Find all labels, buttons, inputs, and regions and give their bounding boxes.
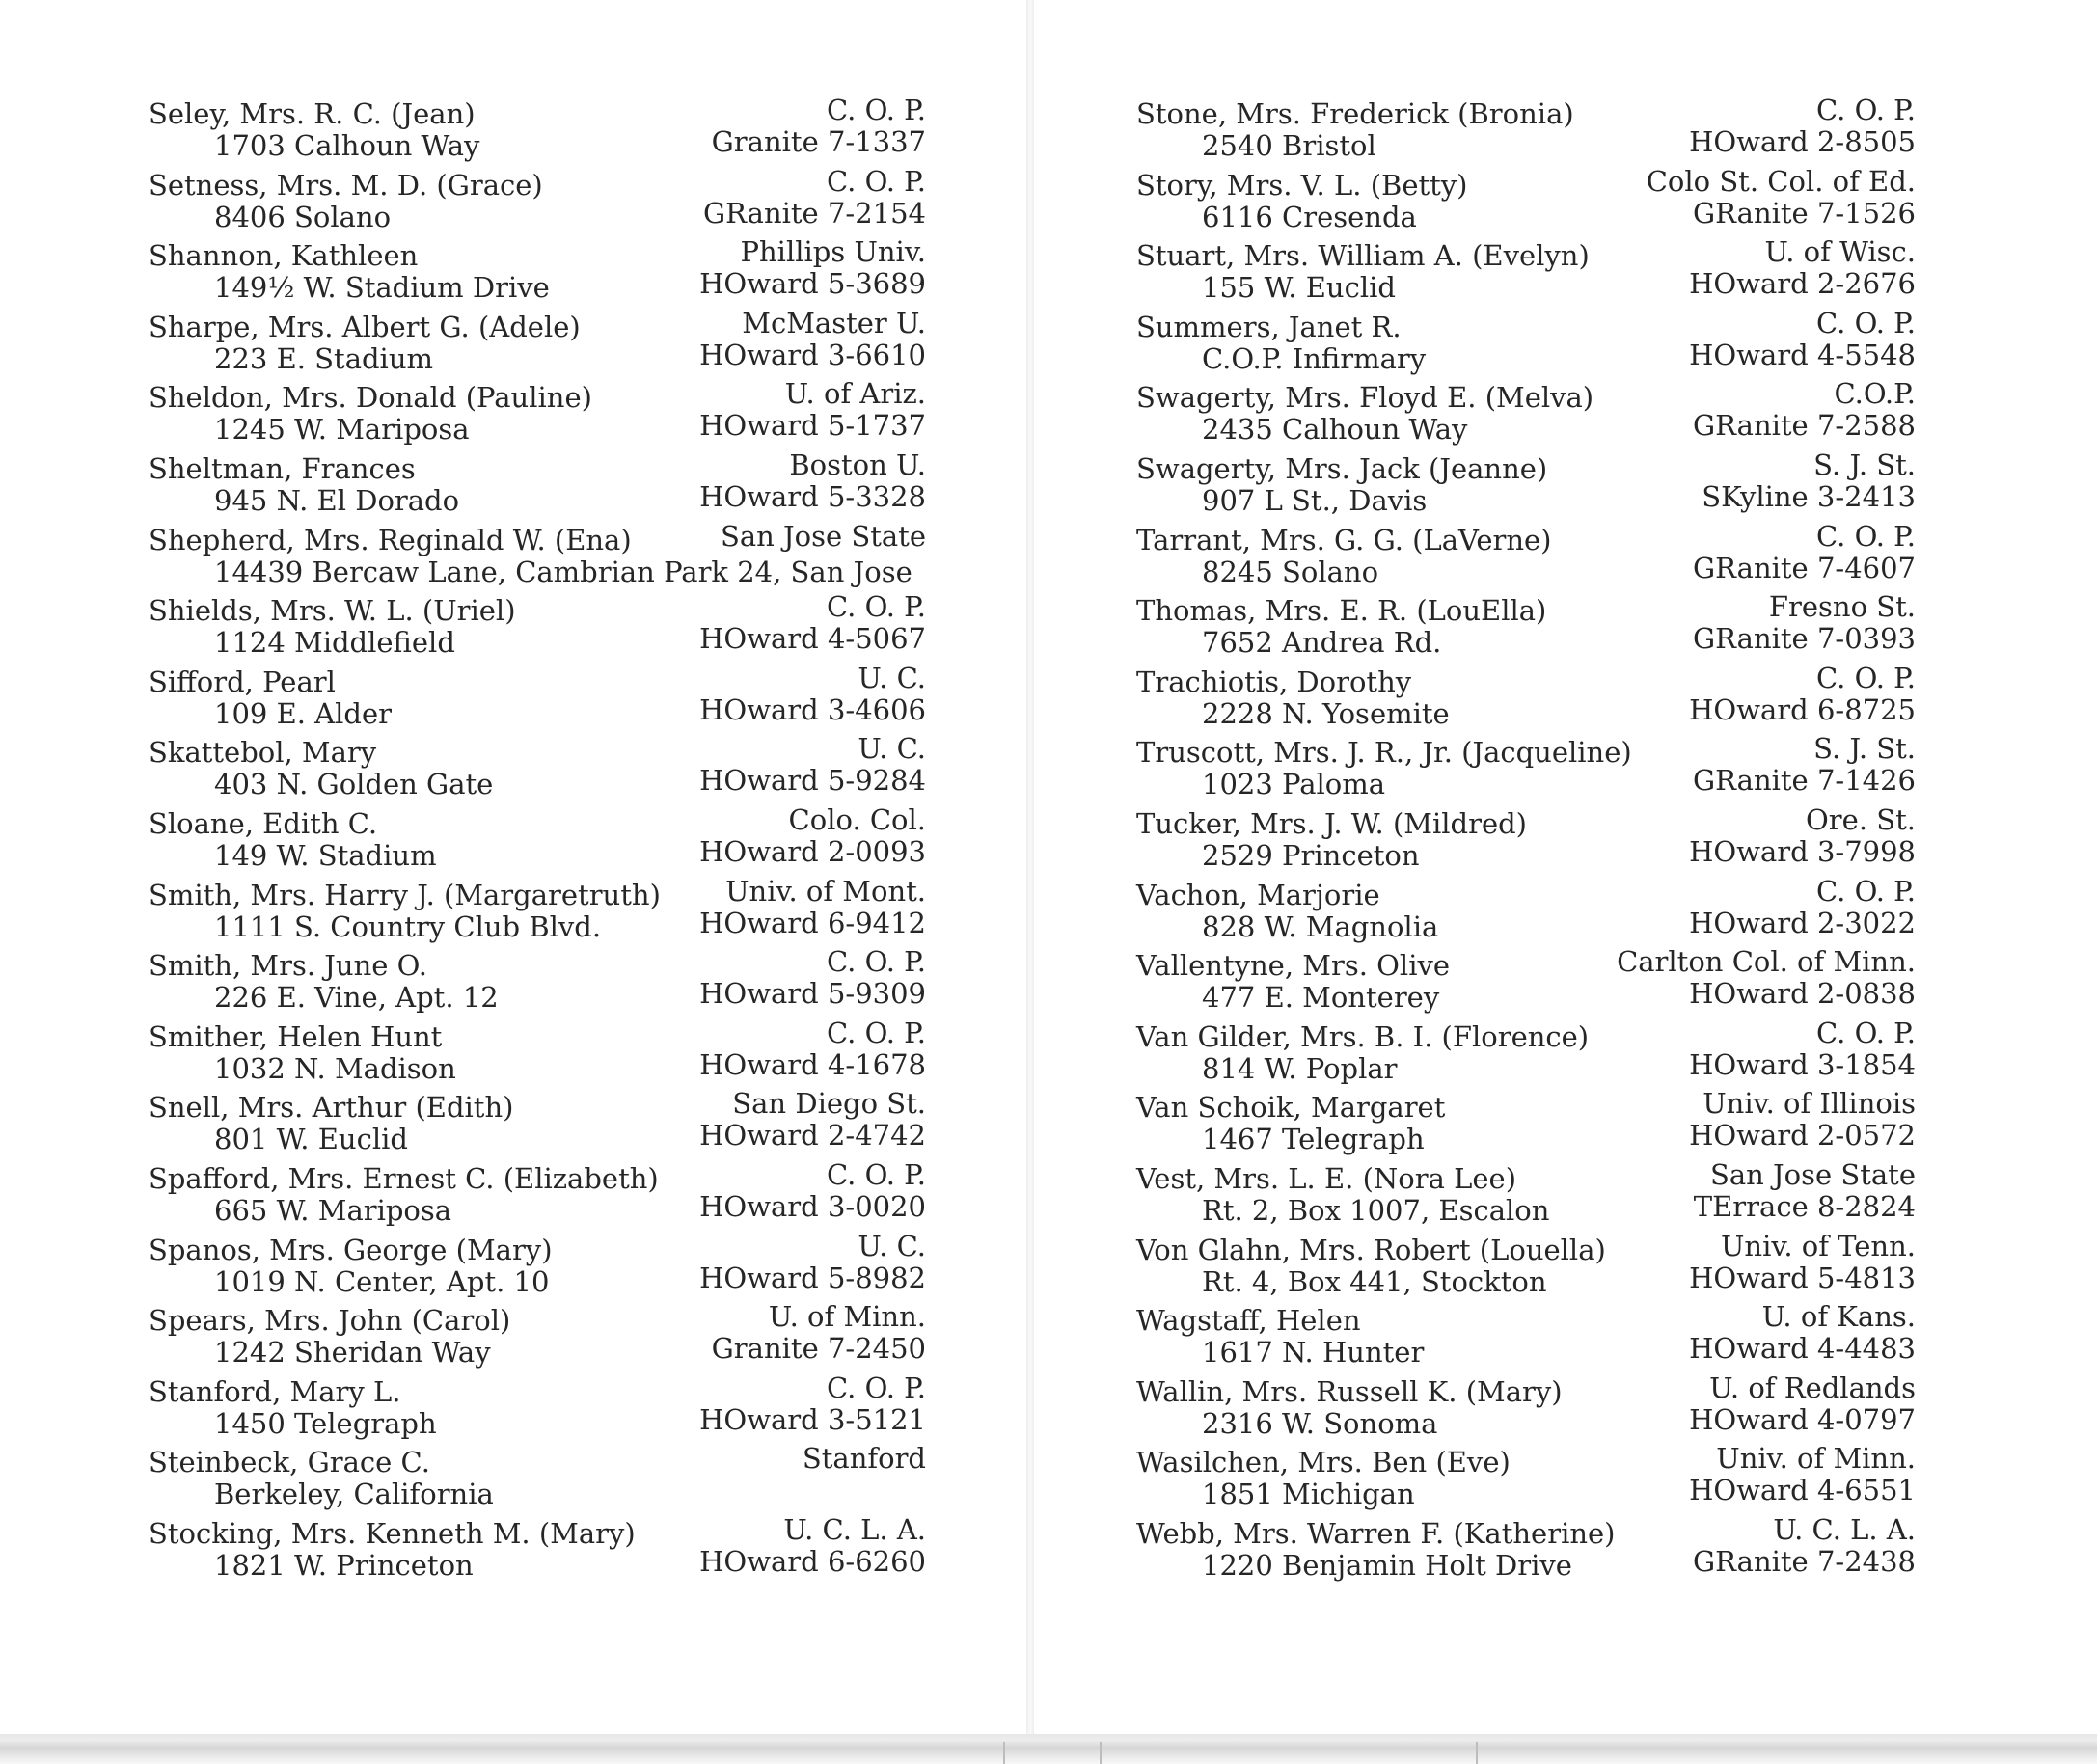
entry-name: Wagstaff, Helen: [1136, 1304, 1361, 1338]
entry-school: C. O. P.: [1816, 661, 1916, 694]
left-directory-column: [149, 95, 926, 1585]
entry-phone: HOward 3-1854: [1689, 1047, 1916, 1081]
entry-name: Vallentyne, Mrs. Olive: [1136, 949, 1451, 983]
directory-entry: [149, 95, 926, 166]
entry-address: 907 L St., Davis: [1202, 483, 1428, 517]
entry-name: Story, Mrs. V. L. (Betty): [1136, 168, 1468, 202]
entry-school: C. O. P.: [1816, 94, 1916, 126]
entry-name: Seley, Mrs. R. C. (Jean): [149, 97, 476, 130]
entry-school: U. C.: [858, 1229, 926, 1262]
entry-address: Rt. 4, Box 441, Stockton: [1202, 1264, 1547, 1298]
directory-entry: [1136, 1231, 1916, 1302]
entry-school: C. O. P.: [1816, 874, 1916, 908]
entry-name: Trachiotis, Dorothy: [1136, 665, 1412, 698]
entry-name: Tucker, Mrs. J. W. (Mildred): [1136, 806, 1527, 840]
entry-address: 665 W. Mariposa: [214, 1193, 452, 1227]
entry-address: 1019 N. Center, Apt. 10: [214, 1264, 550, 1298]
directory-entry: [149, 1018, 926, 1089]
entry-phone: HOward 3-6610: [699, 338, 926, 371]
entry-phone: HOward 2-4742: [699, 1119, 926, 1153]
directory-entry: [1136, 946, 1916, 1018]
entry-name: Sheltman, Frances: [149, 451, 416, 485]
entry-name: Thomas, Mrs. E. R. (LouElla): [1136, 594, 1547, 628]
directory-entry: [149, 663, 926, 734]
entry-school: U. C. L. A.: [783, 1512, 926, 1546]
entry-address: 1617 N. Hunter: [1202, 1336, 1425, 1370]
entry-address: 1220 Benjamin Holt Drive: [1202, 1548, 1572, 1582]
entry-phone: HOward 3-7998: [1689, 834, 1916, 868]
directory-entry: [149, 521, 926, 592]
entry-address: 155 W. Euclid: [1202, 271, 1396, 305]
edge-mark: [1100, 1742, 1102, 1764]
directory-entry: [149, 1301, 926, 1372]
entry-address: 223 E. Stadium: [214, 341, 434, 375]
directory-entry: [149, 733, 926, 804]
entry-address: 477 E. Monterey: [1202, 981, 1440, 1015]
entry-name: Smither, Helen Hunt: [149, 1019, 443, 1053]
entry-name: Smith, Mrs. June O.: [149, 949, 427, 983]
entry-address: 8245 Solano: [1202, 555, 1379, 588]
entry-phone: HOward 2-3022: [1689, 906, 1916, 939]
directory-entry: [1136, 449, 1916, 521]
entry-address: 1023 Paloma: [1202, 768, 1386, 801]
directory-entry: [149, 1231, 926, 1302]
entry-address: Berkeley, California: [214, 1478, 494, 1511]
directory-entry: [149, 1159, 926, 1231]
entry-phone: HOward 5-9309: [699, 977, 926, 1011]
entry-school: Carlton Col. of Minn.: [1617, 945, 1916, 979]
entry-phone: SKyline 3-2413: [1702, 479, 1916, 513]
edge-mark: [1476, 1742, 1478, 1764]
entry-name: Vest, Mrs. L. E. (Nora Lee): [1136, 1161, 1517, 1195]
directory-entry: [1136, 1514, 1916, 1586]
directory-entry: [1136, 733, 1916, 804]
entry-school: C. O. P.: [827, 945, 926, 979]
entry-school: U. of Kans.: [1761, 1300, 1916, 1334]
entry-phone: HOward 2-8505: [1689, 125, 1916, 158]
entry-school: Colo. Col.: [788, 802, 926, 836]
entry-address: 1032 N. Madison: [214, 1051, 456, 1085]
entry-school: Colo St. Col. of Ed.: [1646, 164, 1916, 198]
directory-entry: [149, 166, 926, 237]
entry-address: 814 W. Poplar: [1202, 1051, 1398, 1085]
entry-address: 2228 N. Yosemite: [1202, 696, 1450, 730]
entry-school: Univ. of Illinois: [1702, 1087, 1916, 1121]
entry-name: Truscott, Mrs. J. R., Jr. (Jacqueline): [1136, 736, 1632, 770]
entry-name: Steinbeck, Grace C.: [149, 1446, 430, 1479]
entry-phone: GRanite 7-2154: [703, 196, 926, 230]
entry-address: 6116 Cresenda: [1202, 200, 1417, 233]
entry-school: San Jose State: [720, 519, 926, 553]
entry-address: 801 W. Euclid: [214, 1123, 408, 1156]
entry-address: 828 W. Magnolia: [1202, 909, 1439, 943]
entry-phone: HOward 3-4606: [699, 692, 926, 726]
entry-address: 2435 Calhoun Way: [1202, 413, 1468, 447]
directory-entry: [1136, 1159, 1916, 1231]
entry-phone: HOward 5-3328: [699, 479, 926, 513]
right-directory-column: [1136, 95, 1916, 1585]
directory-entry: [1136, 804, 1916, 876]
entry-name: Stuart, Mrs. William A. (Evelyn): [1136, 239, 1590, 273]
entry-address: 1124 Middlefield: [214, 626, 455, 660]
entry-name: Wasilchen, Mrs. Ben (Eve): [1136, 1446, 1511, 1479]
entry-name: Stanford, Mary L.: [149, 1374, 401, 1408]
entry-name: Van Gilder, Mrs. B. I. (Florence): [1136, 1019, 1590, 1053]
entry-name: Sloane, Edith C.: [149, 806, 378, 840]
entry-phone: HOward 2-0572: [1689, 1119, 1916, 1153]
entry-school: U. of Minn.: [768, 1300, 926, 1334]
entry-name: Sharpe, Mrs. Albert G. (Adele): [149, 310, 581, 343]
entry-school: Phillips Univ.: [740, 235, 926, 269]
entry-name: Setness, Mrs. M. D. (Grace): [149, 168, 543, 202]
entry-phone: HOward 5-1737: [699, 409, 926, 443]
entry-address: 2540 Bristol: [1202, 129, 1376, 162]
entry-phone: GRanite 7-4607: [1693, 551, 1916, 584]
directory-entry: [149, 1443, 926, 1514]
entry-name: Stocking, Mrs. Kenneth M. (Mary): [149, 1516, 636, 1550]
entry-address: 226 E. Vine, Apt. 12: [214, 981, 499, 1015]
entry-school: S. J. St.: [1813, 448, 1916, 481]
entry-phone: GRanite 7-0393: [1693, 622, 1916, 656]
entry-school: McMaster U.: [742, 306, 926, 339]
entry-phone: GRanite 7-2588: [1693, 409, 1916, 443]
entry-name: Sifford, Pearl: [149, 665, 336, 698]
entry-address: 945 N. El Dorado: [214, 483, 460, 517]
entry-phone: HOward 3-5121: [699, 1402, 926, 1436]
edge-mark: [1003, 1742, 1005, 1764]
directory-entry: [149, 1088, 926, 1159]
entry-name: Tarrant, Mrs. G. G. (LaVerne): [1136, 523, 1552, 556]
directory-entry: [149, 308, 926, 379]
directory-entry: [1136, 876, 1916, 947]
entry-name: Shields, Mrs. W. L. (Uriel): [149, 594, 516, 628]
entry-address: C.O.P. Infirmary: [1202, 341, 1427, 375]
entry-name: Snell, Mrs. Arthur (Edith): [149, 1091, 514, 1125]
entry-name: Shannon, Kathleen: [149, 239, 419, 273]
entry-school: U. C.: [858, 661, 926, 694]
entry-phone: GRanite 7-2438: [1693, 1544, 1916, 1578]
entry-school: Fresno St.: [1768, 590, 1916, 624]
entry-address: 149½ W. Stadium Drive: [214, 271, 550, 305]
entry-phone: HOward 4-6551: [1689, 1474, 1916, 1507]
entry-school: U. of Wisc.: [1764, 235, 1916, 269]
entry-name: Skattebol, Mary: [149, 736, 377, 770]
entry-school: C. O. P.: [827, 164, 926, 198]
entry-name: Spafford, Mrs. Ernest C. (Elizabeth): [149, 1161, 659, 1195]
entry-address: 1111 S. Country Club Blvd.: [214, 909, 602, 943]
entry-name: Stone, Mrs. Frederick (Bronia): [1136, 97, 1574, 130]
entry-school: C. O. P.: [827, 590, 926, 624]
entry-school: C.O.P.: [1834, 377, 1916, 411]
entry-address: 1450 Telegraph: [214, 1406, 437, 1440]
entry-name: Van Schoik, Margaret: [1136, 1091, 1446, 1125]
entry-school: Univ. of Tenn.: [1720, 1229, 1916, 1262]
entry-address: 1821 W. Princeton: [214, 1548, 474, 1582]
entry-phone: Granite 7-1337: [711, 125, 926, 158]
entry-school: Univ. of Minn.: [1716, 1442, 1916, 1476]
entry-name: Von Glahn, Mrs. Robert (Louella): [1136, 1233, 1606, 1266]
entry-school: U. C.: [858, 732, 926, 766]
entry-name: Sheldon, Mrs. Donald (Pauline): [149, 381, 592, 415]
entry-school: Ore. St.: [1806, 802, 1916, 836]
entry-phone: HOward 4-5067: [699, 622, 926, 656]
entry-phone: Granite 7-2450: [711, 1332, 926, 1366]
entry-phone: HOward 5-8982: [699, 1261, 926, 1294]
directory-entry: [149, 804, 926, 876]
entry-phone: HOward 3-0020: [699, 1189, 926, 1223]
entry-phone: HOward 6-8725: [1689, 692, 1916, 726]
entry-phone: HOward 4-1678: [699, 1047, 926, 1081]
entry-phone: HOward 6-6260: [699, 1544, 926, 1578]
entry-school: San Diego St.: [732, 1087, 926, 1121]
directory-entry: [1136, 1372, 1916, 1444]
entry-school: C. O. P.: [827, 1016, 926, 1049]
entry-address: 403 N. Golden Gate: [214, 768, 494, 801]
directory-entry: [1136, 378, 1916, 449]
entry-address: 8406 Solano: [214, 200, 392, 233]
entry-address: 1242 Sheridan Way: [214, 1336, 491, 1370]
directory-entry: [1136, 521, 1916, 592]
entry-name: Spears, Mrs. John (Carol): [149, 1304, 511, 1338]
directory-entry: [1136, 308, 1916, 379]
entry-name: Summers, Janet R.: [1136, 310, 1402, 343]
entry-address: 2316 W. Sonoma: [1202, 1406, 1438, 1440]
entry-school: C. O. P.: [827, 94, 926, 126]
entry-name: Vachon, Marjorie: [1136, 878, 1380, 911]
entry-address: 2529 Princeton: [1202, 838, 1420, 872]
entry-name: Smith, Mrs. Harry J. (Margaretruth): [149, 878, 661, 911]
page-gutter: [1026, 0, 1034, 1736]
entry-phone: HOward 4-5548: [1689, 338, 1916, 371]
entry-address: 1703 Calhoun Way: [214, 129, 480, 162]
entry-phone: HOward 5-3689: [699, 267, 926, 301]
directory-entry: [1136, 236, 1916, 308]
entry-phone: HOward 2-0838: [1689, 977, 1916, 1011]
entry-address: 7652 Andrea Rd.: [1202, 626, 1442, 660]
entry-phone: TErrace 8-2824: [1693, 1189, 1916, 1223]
entry-school: U. C. L. A.: [1773, 1512, 1916, 1546]
directory-entry: [1136, 95, 1916, 166]
directory-entry: [1136, 591, 1916, 663]
entry-address: 1851 Michigan: [1202, 1478, 1415, 1511]
entry-school: U. of Redlands: [1709, 1370, 1916, 1404]
entry-phone: HOward 5-9284: [699, 764, 926, 798]
entry-school: Stanford: [802, 1442, 926, 1476]
directory-entry: [1136, 1301, 1916, 1372]
entry-phone: HOward 4-0797: [1689, 1402, 1916, 1436]
entry-name: Swagerty, Mrs. Floyd E. (Melva): [1136, 381, 1594, 415]
entry-phone: HOward 2-2676: [1689, 267, 1916, 301]
directory-entry: [149, 946, 926, 1018]
entry-phone: HOward 6-9412: [699, 906, 926, 939]
entry-name: Swagerty, Mrs. Jack (Jeanne): [1136, 451, 1548, 485]
entry-school: C. O. P.: [1816, 519, 1916, 553]
entry-address: Rt. 2, Box 1007, Escalon: [1202, 1193, 1550, 1227]
directory-entry: [1136, 1443, 1916, 1514]
entry-school: C. O. P.: [1816, 1016, 1916, 1049]
entry-address: 1245 W. Mariposa: [214, 413, 470, 447]
entry-school: Univ. of Mont.: [725, 874, 926, 908]
entry-phone: GRanite 7-1526: [1693, 196, 1916, 230]
directory-entry: [149, 1514, 926, 1586]
entry-school: Boston U.: [789, 448, 926, 481]
entry-school: San Jose State: [1709, 1157, 1916, 1191]
entry-school: C. O. P.: [827, 1157, 926, 1191]
entry-school: S. J. St.: [1813, 732, 1916, 766]
directory-entry: [1136, 663, 1916, 734]
directory-entry: [149, 449, 926, 521]
entry-name: Shepherd, Mrs. Reginald W. (Ena): [149, 523, 632, 556]
entry-name: Spanos, Mrs. George (Mary): [149, 1233, 553, 1266]
directory-entry: [149, 591, 926, 663]
entry-name: Webb, Mrs. Warren F. (Katherine): [1136, 1516, 1616, 1550]
entry-phone: HOward 5-4813: [1689, 1261, 1916, 1294]
entry-address: 109 E. Alder: [214, 696, 392, 730]
directory-entry: [1136, 1018, 1916, 1089]
directory-entry: [149, 378, 926, 449]
directory-entry: [149, 236, 926, 308]
entry-school: C. O. P.: [1816, 306, 1916, 339]
directory-entry: [149, 876, 926, 947]
directory-entry: [149, 1372, 926, 1444]
entry-address: 149 W. Stadium: [214, 838, 437, 872]
entry-address: 1467 Telegraph: [1202, 1123, 1425, 1156]
entry-phone: HOward 4-4483: [1689, 1332, 1916, 1366]
entry-school: C. O. P.: [827, 1370, 926, 1404]
entry-phone: GRanite 7-1426: [1693, 764, 1916, 798]
directory-entry: [1136, 1088, 1916, 1159]
entry-phone: HOward 2-0093: [699, 834, 926, 868]
entry-school: U. of Ariz.: [784, 377, 926, 411]
page-bottom-edge: [0, 1734, 2097, 1764]
entry-address: 14439 Bercaw Lane, Cambrian Park 24, San Jose: [214, 555, 912, 588]
entry-name: Wallin, Mrs. Russell K. (Mary): [1136, 1374, 1563, 1408]
directory-entry: [1136, 166, 1916, 237]
